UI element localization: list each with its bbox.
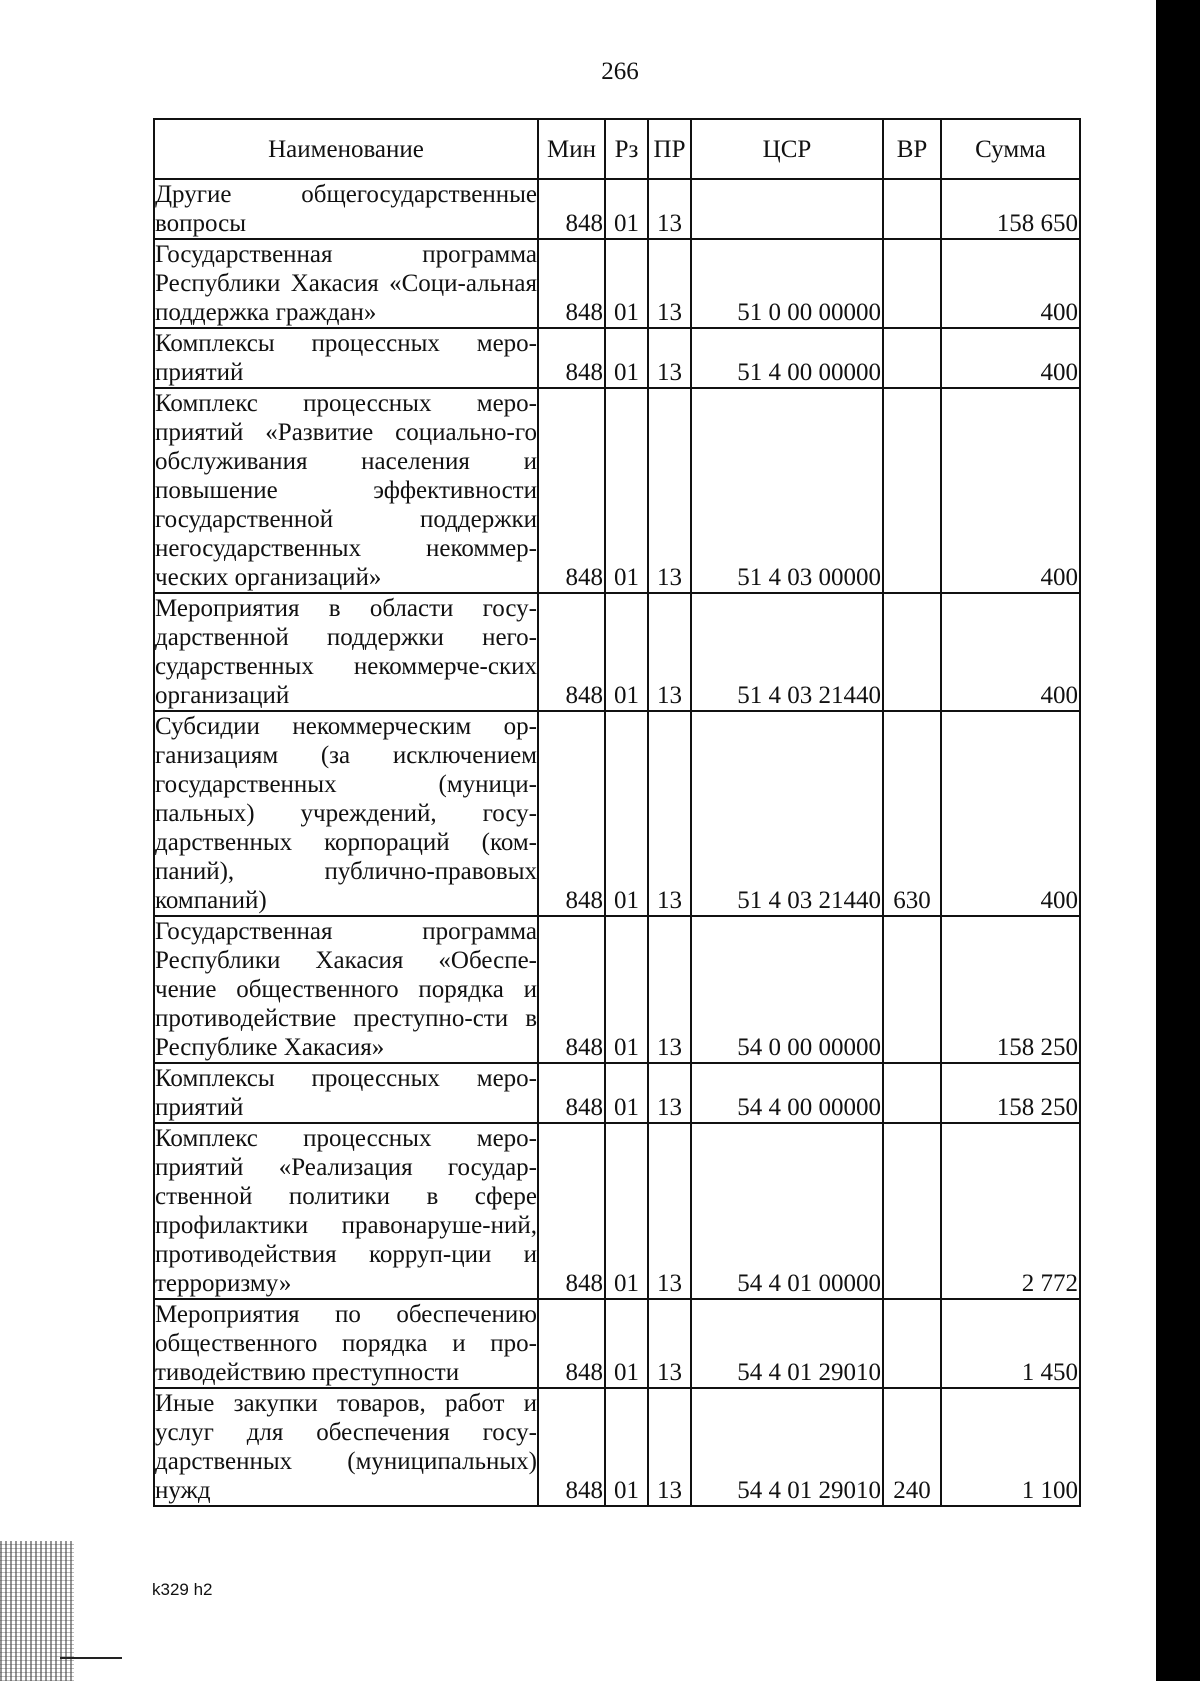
- row-vr: [883, 593, 941, 711]
- budget-table: [153, 118, 1081, 1507]
- row-min: 848: [538, 388, 605, 593]
- row-csr: 51 4 03 21440: [691, 593, 883, 711]
- row-name: Комплексы процессных меро-приятий: [155, 1065, 537, 1121]
- table-body: [154, 179, 1080, 1506]
- table-row: [154, 916, 1080, 1063]
- header-csr: ЦСР: [691, 119, 883, 179]
- row-csr: 51 0 00 00000: [691, 239, 883, 328]
- row-rz: 01: [605, 916, 648, 1063]
- row-vr: 240: [883, 1388, 941, 1506]
- row-name: Комплексы процессных меро-приятий: [155, 330, 537, 386]
- row-rz: 01: [605, 1123, 648, 1299]
- row-rz: 01: [605, 388, 648, 593]
- row-name: Комплекс процессных меро-приятий «Развитие социально-го обслуживания населения и повышение эффективности государственной поддержки негосударственных некоммер-ческих организаций»: [155, 390, 537, 591]
- header-min: Мин: [538, 119, 605, 179]
- scan-edge-line: [60, 1657, 122, 1659]
- row-vr: [883, 1063, 941, 1123]
- row-csr: 51 4 00 00000: [691, 328, 883, 388]
- row-sum: 400: [941, 593, 1080, 711]
- scan-edge-artifact: [0, 1541, 74, 1681]
- header-rz: Рз: [605, 119, 648, 179]
- row-csr: 54 4 00 00000: [691, 1063, 883, 1123]
- row-min: 848: [538, 916, 605, 1063]
- row-name: Мероприятия в области госу-дарственной поддержки него-сударственных некоммерче-ских организаций: [155, 595, 537, 709]
- row-pr: 13: [648, 1063, 691, 1123]
- row-pr: 13: [648, 916, 691, 1063]
- row-sum: 1 450: [941, 1299, 1080, 1388]
- row-name: Государственная программа Республики Хакасия «Соци-альная поддержка граждан»: [155, 241, 537, 326]
- table-row: [154, 328, 1080, 388]
- row-min: 848: [538, 1299, 605, 1388]
- table-row: [154, 711, 1080, 916]
- row-csr: [691, 179, 883, 239]
- row-name: Мероприятия по обеспечению общественного порядка и про-тиводействию преступности: [155, 1301, 537, 1386]
- row-min: 848: [538, 179, 605, 239]
- row-min: 848: [538, 328, 605, 388]
- row-rz: 01: [605, 593, 648, 711]
- row-rz: 01: [605, 179, 648, 239]
- row-csr: 54 4 01 29010: [691, 1299, 883, 1388]
- row-sum: 400: [941, 388, 1080, 593]
- row-sum: 158 650: [941, 179, 1080, 239]
- row-sum: 158 250: [941, 1063, 1080, 1123]
- row-pr: 13: [648, 1123, 691, 1299]
- row-vr: [883, 1299, 941, 1388]
- row-rz: 01: [605, 1299, 648, 1388]
- row-min: 848: [538, 593, 605, 711]
- table-row: [154, 1063, 1080, 1123]
- row-pr: 13: [648, 179, 691, 239]
- row-vr: [883, 916, 941, 1063]
- row-vr: [883, 179, 941, 239]
- table-header-row: [154, 119, 1080, 179]
- row-sum: 400: [941, 711, 1080, 916]
- scan-border-right: [1156, 0, 1200, 1681]
- row-name: Государственная программа Республики Хакасия «Обеспе-чение общественного порядка и противодействие преступно-сти в Республике Хакасия»: [155, 918, 537, 1061]
- row-sum: 2 772: [941, 1123, 1080, 1299]
- table-row: [154, 179, 1080, 239]
- row-rz: 01: [605, 239, 648, 328]
- row-rz: 01: [605, 1063, 648, 1123]
- page-number: 266: [601, 58, 639, 85]
- header-sum: Сумма: [941, 119, 1080, 179]
- table-row: [154, 388, 1080, 593]
- table-row: [154, 1299, 1080, 1388]
- row-pr: 13: [648, 1299, 691, 1388]
- row-pr: 13: [648, 711, 691, 916]
- row-name: Другие общегосударственные вопросы: [155, 181, 537, 237]
- row-sum: 400: [941, 239, 1080, 328]
- row-min: 848: [538, 1388, 605, 1506]
- row-name: Комплекс процессных меро-приятий «Реализация государ-ственной политики в сфере профилактики правонаруше-ний, противодействия корруп-ции и терроризму»: [155, 1125, 537, 1297]
- row-csr: 54 4 01 00000: [691, 1123, 883, 1299]
- row-vr: [883, 388, 941, 593]
- table-row: [154, 1388, 1080, 1506]
- row-min: 848: [538, 1123, 605, 1299]
- row-rz: 01: [605, 1388, 648, 1506]
- table-row: [154, 1123, 1080, 1299]
- row-pr: 13: [648, 1388, 691, 1506]
- table-row: [154, 593, 1080, 711]
- row-rz: 01: [605, 328, 648, 388]
- footer-code: k329 h2: [152, 1580, 213, 1599]
- row-pr: 13: [648, 593, 691, 711]
- row-pr: 13: [648, 388, 691, 593]
- row-csr: 51 4 03 21440: [691, 711, 883, 916]
- row-vr: [883, 239, 941, 328]
- row-pr: 13: [648, 239, 691, 328]
- row-rz: 01: [605, 711, 648, 916]
- header-pr: ПР: [648, 119, 691, 179]
- row-name: Иные закупки товаров, работ и услуг для обеспечения госу-дарственных (муниципальных) нужд: [155, 1390, 537, 1504]
- row-sum: 1 100: [941, 1388, 1080, 1506]
- header-vr: ВР: [883, 119, 941, 179]
- row-name: Субсидии некоммерческим ор-ганизациям (за исключением государственных (муници-пальных) учреждений, госу-дарственных корпораций (ком-паний), публично-правовых компаний): [155, 713, 537, 914]
- row-csr: 54 4 01 29010: [691, 1388, 883, 1506]
- row-csr: 54 0 00 00000: [691, 916, 883, 1063]
- row-pr: 13: [648, 328, 691, 388]
- row-vr: 630: [883, 711, 941, 916]
- row-min: 848: [538, 239, 605, 328]
- row-min: 848: [538, 711, 605, 916]
- row-vr: [883, 328, 941, 388]
- row-vr: [883, 1123, 941, 1299]
- table-row: [154, 239, 1080, 328]
- row-sum: 158 250: [941, 916, 1080, 1063]
- row-min: 848: [538, 1063, 605, 1123]
- row-csr: 51 4 03 00000: [691, 388, 883, 593]
- row-sum: 400: [941, 328, 1080, 388]
- header-name: Наименование: [154, 119, 538, 179]
